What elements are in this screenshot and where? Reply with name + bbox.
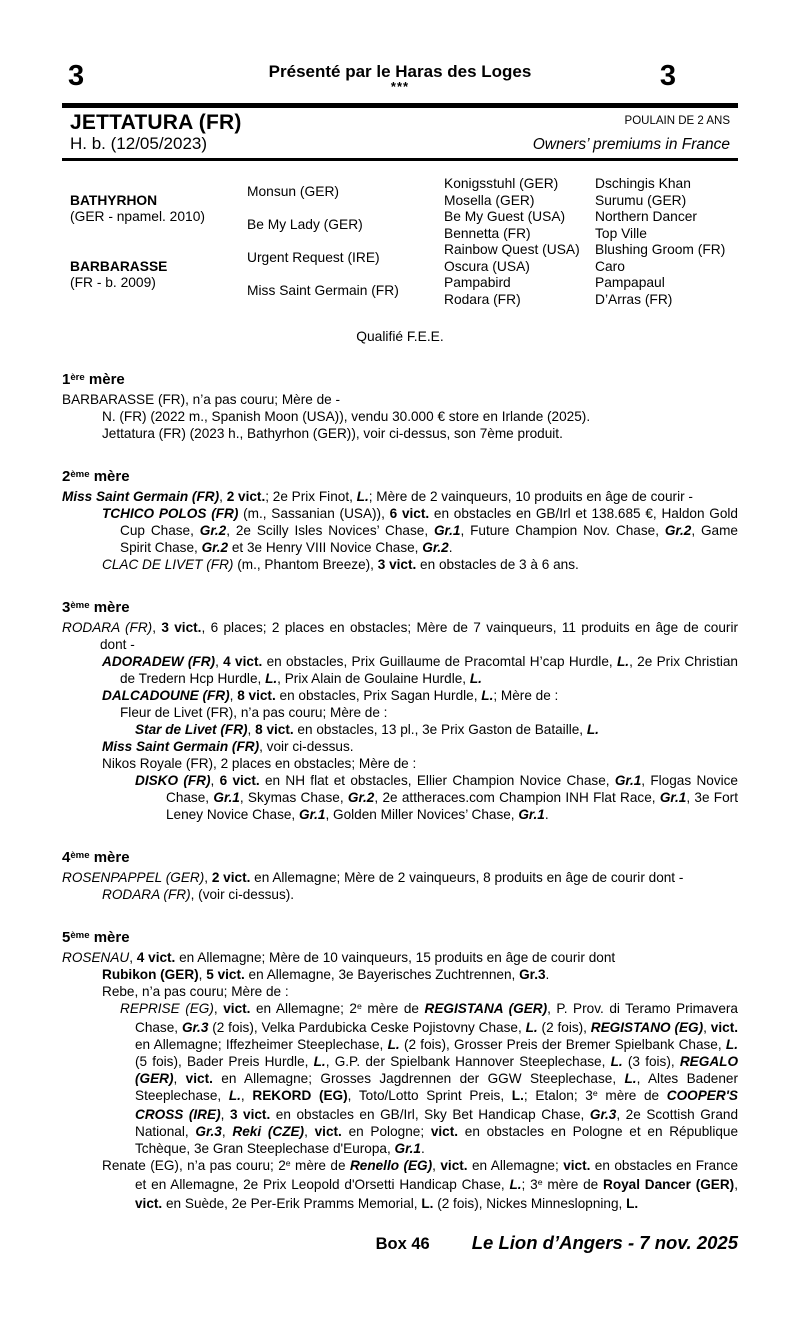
pedigree-paragraph: REPRISE (EG), vict. en Allemagne; 2e mère de REGISTANA (GER), P. Prov. di Teramo Primavera Chase, Gr.3 (2 fois), Velka Pardubicka Ceske Pojistovny Chase, L. (2 fois), REGISTANO (EG), vict. en Allemagne; Iffezheimer Steeplechase, L. (2 fois), Grosser Preis der Bremer Spielbank Chase, L. (5 fois), Bader Preis Hurdle, L., G.P. der Spielbank Hannover Steeplechase, L. (3 fois), REGALO (GER), vict. en Allemagne; Grosses Jagdrennen der GGW Steeplechase, L., Altes Badener Steeplechase, L., REKORD (EG), Toto/Lotto Sprint Preis, L.; Etalon; 3e mère de COOPER'S CROSS (IRE), 3 vict. en obstacles en GB/Irl, Sky Bet Handicap Chase, Gr.3, 2e Scottish Grand National, Gr.3, Reki (CZE), vict. en Pologne; vict. en obstacles en Pologne et en République Tchèque, 3e Gran Steeplechase d'Europa, Gr.1.: [120, 1001, 739, 1156]
pedigree-ancestor-gen4: Dschingis Khan: [595, 176, 691, 191]
presenter-title: Présenté par le Haras des Loges: [268, 62, 532, 81]
pedigree-ancestor-gen3: Rainbow Quest (USA): [444, 242, 580, 257]
pedigree-ancestor-gen4: Pampapaul: [595, 275, 665, 290]
lot-category: POULAIN DE 2 ANS: [624, 115, 730, 127]
pedigree-paragraph: ROSENAU, 4 vict. en Allemagne; Mère de 10 vainqueurs, 15 produits en âge de courir dont: [62, 950, 616, 965]
section-heading: 2ème mère: [62, 468, 130, 485]
pedigree-ancestor-gen4: Surumu (GER): [595, 192, 687, 208]
lot-title-left: [70, 111, 242, 154]
page-footer: [62, 1234, 738, 1253]
pedigree-ancestor-gen2: Be My Lady (GER): [247, 217, 363, 233]
pedigree-paragraph: Fleur de Livet (FR), n’a pas couru; Mère de :: [120, 705, 388, 720]
lot-number-right: 3: [659, 60, 676, 92]
pedigree-paragraph: DALCADOUNE (FR), 8 vict. en obstacles, Prix Sagan Hurdle, L.; Mère de :: [102, 688, 559, 703]
pedigree-ancestor-gen4: Blushing Groom (FR): [595, 242, 726, 257]
pedigree-paragraph: BARBARASSE (FR), n’a pas couru; Mère de -: [62, 392, 341, 407]
pedigree-ancestor-gen1: BARBARASSE (FR - b. 2009): [70, 258, 168, 290]
pedigree-paragraph: Star de Livet (FR), 8 vict. en obstacles, 13 pl., 3e Prix Gaston de Bataille, L.: [135, 722, 599, 737]
section-heading: 1ère mère: [62, 371, 125, 388]
pedigree-col-2: [247, 176, 444, 308]
pedigree-ancestor-gen4: D’Arras (FR): [595, 291, 673, 307]
pedigree-paragraph: TCHICO POLOS (FR) (m., Sassanian (USA)), 6 vict. en obstacles en GB/Irl et 138.685 €, Haldon Gold Cup Chase, Gr.2, 2e Scilly Isles Novices’ Chase, Gr.1, Future Champion Nov. Chase, Gr.2, Game Spirit Chase, Gr.2 et 3e Henry VIII Novice Chase, Gr.2.: [102, 506, 738, 555]
box-number: Box 46: [375, 1235, 430, 1253]
pedigree-ancestor-gen4: Caro: [595, 258, 625, 274]
pedigree-ancestor-gen3: Pampabird: [444, 275, 511, 290]
pedigree-ancestor-gen4: Northern Dancer: [595, 209, 697, 224]
page-header: [62, 60, 738, 94]
pedigree-paragraph: Rubikon (GER), 5 vict. en Allemagne, 3e Bayerisches Zuchtrennen, Gr.3.: [102, 967, 550, 982]
pedigree-sections: [62, 371, 738, 1212]
horse-detail: H. b. (12/05/2023): [70, 134, 208, 153]
pedigree-paragraph: Nikos Royale (FR), 2 places en obstacles; Mère de :: [102, 756, 417, 771]
qualification-note: Qualifié F.E.E.: [356, 329, 444, 344]
pedigree-ancestor-gen3: Bennetta (FR): [444, 225, 531, 241]
section-heading: 3ème mère: [62, 599, 130, 616]
horse-name: JETTATURA (FR): [70, 111, 242, 134]
lot-title-right: [533, 111, 730, 154]
pedigree-paragraph: Miss Saint Germain (FR), 2 vict.; 2e Prix Finot, L.; Mère de 2 vainqueurs, 10 produits en âge de courir -: [62, 489, 693, 504]
lot-number-left: 3: [68, 60, 85, 92]
pedigree-ancestor-gen2: Monsun (GER): [247, 184, 340, 200]
sale-venue-date: Le Lion d’Angers - 7 nov. 2025: [471, 1232, 738, 1253]
pedigree-ancestor-gen3: Rodara (FR): [444, 291, 521, 307]
pedigree-paragraph: Rebe, n’a pas couru; Mère de :: [102, 984, 289, 999]
presenter-block: [142, 62, 658, 94]
stars-separator: ***: [390, 79, 410, 94]
pedigree-paragraph: Miss Saint Germain (FR), voir ci-dessus.: [102, 739, 354, 754]
pedigree-ancestor-gen2: Urgent Request (IRE): [247, 250, 380, 266]
pedigree-paragraph: Jettatura (FR) (2023 h., Bathyrhon (GER)), voir ci-dessus, son 7ème produit.: [102, 426, 563, 441]
pedigree-paragraph: DISKO (FR), 6 vict. en NH flat et obstacles, Ellier Champion Novice Chase, Gr.1, Flogas Novice Chase, Gr.1, Skymas Chase, Gr.2, 2e attheraces.com Champion INH Flat Race, Gr.1, 3e Fort Leney Novice Chase, Gr.1, Golden Miller Novices’ Chase, Gr.1.: [135, 773, 738, 822]
pedigree-paragraph: ROSENPAPPEL (GER), 2 vict. en Allemagne; Mère de 2 vainqueurs, 8 produits en âge de courir dont -: [62, 870, 684, 885]
pedigree-paragraph: ADORADEW (FR), 4 vict. en obstacles, Prix Guillaume de Pracomtal H’cap Hurdle, L., 2e Prix Christian de Tredern Hcp Hurdle, L., Prix Alain de Goulaine Hurdle, L.: [102, 654, 738, 686]
pedigree-col-4: [595, 176, 738, 308]
pedigree-col-1: [70, 176, 247, 308]
pedigree-ancestor-gen2: Miss Saint Germain (FR): [247, 283, 399, 299]
pedigree-table: [70, 176, 738, 308]
premiums-note: Owners’ premiums in France: [532, 136, 730, 153]
pedigree-ancestor-gen1: BATHYRHON (GER - npamel. 2010): [70, 192, 205, 224]
pedigree-ancestor-gen4: Top Ville: [595, 225, 647, 241]
pedigree-ancestor-gen3: Konigsstuhl (GER): [444, 176, 559, 191]
section-heading: 5ème mère: [62, 929, 130, 946]
pedigree-ancestor-gen3: Oscura (USA): [444, 258, 530, 274]
pedigree-paragraph: RODARA (FR), (voir ci-dessus).: [102, 887, 295, 902]
pedigree-paragraph: RODARA (FR), 3 vict., 6 places; 2 places en obstacles; Mère de 7 vainqueurs, 11 produits en âge de courir dont -: [62, 620, 738, 652]
pedigree-paragraph: Renate (EG), n’a pas couru; 2e mère de Renello (EG), vict. en Allemagne; vict. en obstacles en France et en Allemagne, 2e Prix Leopold d'Orsetti Handicap Chase, L.; 3e mère de Royal Dancer (GER), vict. en Suède, 2e Per-Erik Pramms Memorial, L. (2 fois), Nickes Minneslopning, L.: [102, 1158, 739, 1211]
pedigree-paragraph: CLAC DE LIVET (FR) (m., Phantom Breeze), 3 vict. en obstacles de 3 à 6 ans.: [102, 557, 579, 572]
pedigree-col-3: [444, 176, 595, 308]
lot-title-box: [62, 103, 738, 161]
section-heading: 4ème mère: [62, 849, 130, 866]
pedigree-ancestor-gen3: Be My Guest (USA): [444, 209, 566, 224]
pedigree-ancestor-gen3: Mosella (GER): [444, 192, 535, 208]
pedigree-paragraph: N. (FR) (2022 m., Spanish Moon (USA)), vendu 30.000 € store en Irlande (2025).: [102, 409, 591, 424]
